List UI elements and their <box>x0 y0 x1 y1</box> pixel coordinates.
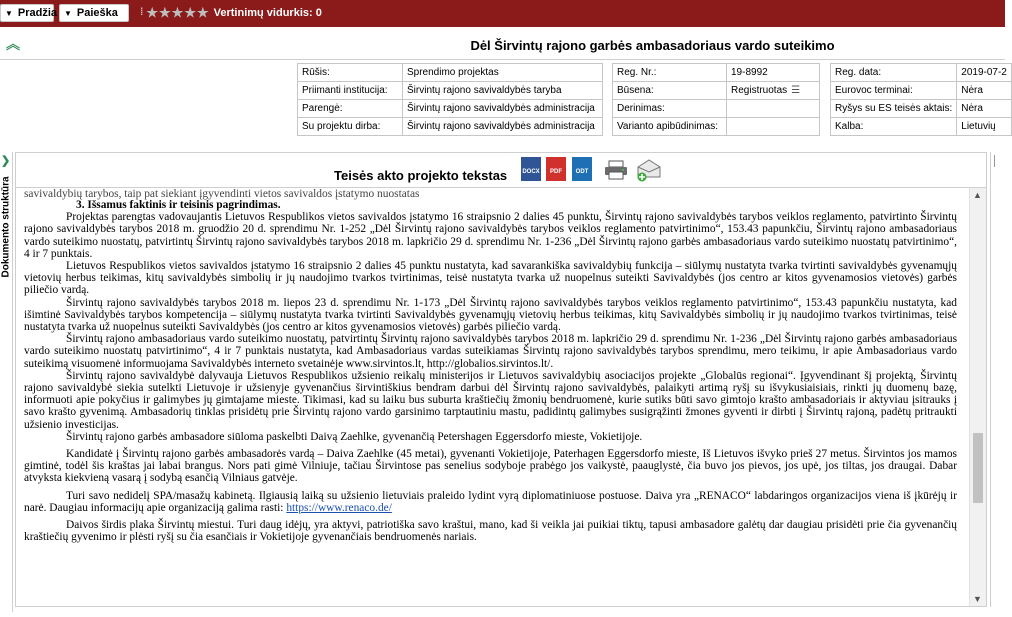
table-row <box>298 64 603 82</box>
info-table-middle <box>612 63 820 136</box>
info-label: Parengė: <box>298 100 403 118</box>
table-row <box>613 64 820 82</box>
star-icon[interactable]: ★ <box>171 5 184 20</box>
star-icon[interactable]: ★ <box>146 5 158 20</box>
print-icon[interactable] <box>604 160 628 180</box>
document-title-bar <box>0 33 1005 60</box>
info-label: Būsena: <box>613 82 727 100</box>
info-value: Nėra <box>957 82 1012 100</box>
page-title: Dėl Širvintų rajono garbės ambasadoriaus vardo suteikimo <box>470 38 835 53</box>
table-row <box>298 82 603 100</box>
search-label: Paieška <box>76 7 118 19</box>
info-value: Lietuvių <box>957 118 1012 136</box>
info-value <box>727 118 820 136</box>
clipped-text-line: savivaldybių tarybos, taip pat siekiant įgyvendinti vietos savivaldos įstatymo nuostatas <box>24 188 420 200</box>
table-row <box>831 100 1012 118</box>
table-row <box>831 64 1012 82</box>
scroll-down-icon[interactable]: ▼ <box>973 594 982 604</box>
table-row <box>831 118 1012 136</box>
scroll-up-icon[interactable]: ▲ <box>973 190 982 200</box>
right-collapsed-panel[interactable] <box>990 152 1006 607</box>
search-button[interactable] <box>59 4 129 22</box>
paragraph: Širvintų rajono ambasadoriaus vardo suteikimo nuostatų, patvirtintų Širvintų rajono savivaldybės tarybos 2018 m. lapkričio 29 d. sprendimu Nr. 1-236 „Dėl Širvintų rajono garbės ambasadoriaus vardo suteikimo nuostatų patvirtinimo“, 4 ir 7 punktais nustatyta, kad Ambasadoriaus vardas suteikiamas Širvintų rajono savivaldybės tarybos sprendimu, mero teikimu, ir apie Ambasadoriaus vardo suteikimą visuomenė informuojama Savivaldybės interneto svetainėje www.sirvintos.lt, http://globalios.sirvintos.lt/. <box>24 333 957 370</box>
info-value <box>727 100 820 118</box>
panel-header <box>16 153 986 188</box>
info-label: Varianto apibūdinimas: <box>613 118 727 136</box>
table-row <box>613 82 820 100</box>
table-row <box>298 100 603 118</box>
status-text: Registruotas <box>731 85 788 96</box>
paragraph: Širvintų rajono garbės ambasadore siūloma paskelbti Daivą Zaehlke, gyvenančią Petershagen Eggersdorfo mieste, Vokietijoje. <box>66 430 643 443</box>
star-icon[interactable]: ★ <box>196 5 209 20</box>
panel-edge-icon <box>994 155 1003 167</box>
info-value: 2019-07-2 <box>957 64 1012 82</box>
info-label: Eurovoc terminai: <box>831 82 957 100</box>
panel-title: Teisės akto projekto tekstas <box>334 168 508 183</box>
info-label: Reg. data: <box>831 64 957 82</box>
table-row <box>298 118 603 136</box>
info-label: Su projektu dirba: <box>298 118 403 136</box>
docx-download-icon[interactable]: DOCX <box>521 157 541 181</box>
collapse-up-icon[interactable]: ︽ <box>6 36 20 52</box>
document-structure-sidebar[interactable] <box>0 152 13 612</box>
info-table-left <box>297 63 603 136</box>
chevron-down-icon: ▼ <box>64 8 72 18</box>
top-toolbar <box>0 0 1005 27</box>
info-value: Širvintų rajono savivaldybės administracija <box>403 118 603 136</box>
section-heading: 3. Išsamus faktinis ir teisinis pagrindimas. <box>76 199 281 211</box>
table-row <box>831 82 1012 100</box>
table-row <box>613 118 820 136</box>
paragraph: Širvintų rajono savivaldybė dalyvauja Lietuvos Respublikos užsienio reikalų ministerijos ir Lietuvos savivaldybių asociacijos projekte „Globalūs regionai“. Įgyvendinant šį projektą, Širvintų rajono savivaldybė siekia sutelkti Lietuvoje ir užsienyje gyvenančius širvintiškius bendram darbui dėl Širvintų rajono savivaldybės, palaikyti artimą ryšį su išvykusiaisiais, rinkti jų duomenų bazę, informuoti apie pokyčius ir galimybes jų gimtajame mieste. Tikimasi, kad su laiku bus suburta kraštiečių žmonių bendruomenė, kurie sutiks būti savo gimtojo krašto ambasadoriais ir aktyviau įsitrauks į savo krašto gyvenimą. Ambasadorių tinklas prisidėtų prie Širvintų rajono vardo garsinimo tarptautiniu mastu, padidintų galimybes susigrąžinti žmones gyventi ir dirbti į Širvintų rajoną, padėtų pritraukti užsienio investicijas. <box>24 369 957 431</box>
chevron-down-icon: ▼ <box>5 8 13 18</box>
info-value: Širvintų rajono savivaldybės taryba <box>403 82 603 100</box>
paragraph-text: Turi savo nedidelį SPA/masažų kabinetą. Ilgiausią laiką su užsienio lietuviais praleido lydint vyrą diplomatiniuose postuose. Daiva yra „RENACO“ labdaringos organizacijos viena iš įkūrėjų ir narė. Daugiau informacijų apie organizaciją galima rasti: <box>24 489 957 514</box>
document-content <box>24 188 957 543</box>
info-table-right <box>830 63 1012 136</box>
info-label: Ryšys su ES teisės aktais: <box>831 100 957 118</box>
paragraph: Kandidatė į Širvintų rajono garbės ambasadorės vardą – Daiva Zaehlke (45 metai), gyvenanti Vokietijoje, Paterhagen Eggersdorfo mieste, Iš Lietuvos išvyko prieš 27 metus. Širvintos jos mamos gimtinė, todėl šis kraštas jai labai brangus. Nors pati gimė Vilniuje, tačiau Širvintose pas senelius sodyboje prabėgo jos vaikystė, paauglystė, čia buvo jos pievos, jos upė, jos tiltas, jos draugai. Dabar atvyksta kiekvieną vasarą į sodybą esančią Vilniaus gatvėje. <box>24 448 957 485</box>
info-label: Reg. Nr.: <box>613 64 727 82</box>
rating-average: Vertinimų vidurkis: 0 <box>213 6 322 19</box>
table-row <box>613 100 820 118</box>
rating-widget <box>140 6 322 19</box>
info-label: Rūšis: <box>298 64 403 82</box>
paragraph: Lietuvos Respublikos vietos savivaldos įstatymo 16 straipsnio 2 dalies 45 punktu nustatyta, kad savarankiška savivaldybių funkcija – siūlymų nustatyta tvarka tvirtinti savivaldybės gyvenamųjų vietovių herbus teikimas, kitų savivaldybės simbolių ir jų naudojimo tvarkos tvirtinimas, teisė nustatyta tvarka už nuopelnus suteikti Savivaldybės (jos centro ar kitos gyvenamosios vietovės) garbės piliečio vardą. <box>24 260 957 297</box>
home-label: Pradžia <box>17 7 58 19</box>
document-scroll-area[interactable] <box>16 188 986 606</box>
expand-right-icon[interactable]: ❯ <box>1 155 11 167</box>
info-value: Nėra <box>957 100 1012 118</box>
list-icon[interactable]: ☰ <box>791 85 801 96</box>
scrollbar-thumb[interactable] <box>973 433 983 503</box>
odt-download-icon[interactable]: ODT <box>572 157 592 181</box>
home-button[interactable] <box>0 4 58 22</box>
document-text-panel <box>15 152 987 607</box>
info-label: Priimanti institucija: <box>298 82 403 100</box>
pdf-download-icon[interactable]: PDF <box>546 157 566 181</box>
vertical-scrollbar[interactable] <box>969 188 986 606</box>
email-icon[interactable] <box>636 157 662 183</box>
sidebar-label: Dokumento struktūra <box>0 176 12 278</box>
info-label: Kalba: <box>831 118 957 136</box>
info-value: 19-8992 <box>727 64 820 82</box>
paragraph: Projektas parengtas vadovaujantis Lietuvos Respublikos vietos savivaldos įstatymo 16 straipsnio 2 dalies 45 punktu, Širvintų rajono savivaldybės tarybos veiklos reglamento, patvirtinto Širvintų rajono savivaldybės tarybos 2018 m. gruodžio 20 d. sprendimu Nr. 1-252 „Dėl Širvintų rajono savivaldybės tarybos veiklos reglamento patvirtinimo“, 153.43 papunkčiu, Širvintų rajono ambasadoriaus vardo suteikimo nuostatų, patvirtintų Širvintų rajono savivaldybės tarybos 2018 m. lapkričio 29 d. sprendimu Nr. 1-236 „Dėl Širvintų rajono garbės ambasadoriaus vardo suteikimo nuostatų patvirtinimo“, 4 ir 7 punktais. <box>24 211 957 260</box>
grip-icon: ⁞ <box>140 7 143 18</box>
paragraph-with-link <box>24 490 957 514</box>
star-icon[interactable]: ★ <box>184 5 196 20</box>
status-value <box>727 82 820 100</box>
info-label: Derinimas: <box>613 100 727 118</box>
renaco-link[interactable]: https://www.renaco.de/ <box>286 501 392 514</box>
info-value: Sprendimo projektas <box>403 64 603 82</box>
star-icon[interactable]: ★ <box>159 5 171 20</box>
paragraph: Širvintų rajono savivaldybės tarybos 2018 m. liepos 23 d. sprendimu Nr. 1-173 „Dėl Širvintų rajono savivaldybės tarybos veiklos reglamento patvirtinimo“, 153.43 papunkčiu nustatyta, kad išimtinė Savivaldybės tarybos kompetencija – siūlymų nustatyta tvarka tvirtinti Savivaldybės gyvenamųjų vietovių herbus teikimas, kitų Savivaldybės simbolių ir jų naudojimo tvarkos tvirtinimas, teisė nustatyta tvarka už nuopelnus suteikti Savivaldybės (jos centro ar kitos gyvenamosios vietovės) garbės piliečio vardą. <box>24 296 957 334</box>
paragraph: Daivos širdis plaka Širvintų miestui. Turi daug idėjų, yra aktyvi, patriotiška savo kraštui, mano, kad ši veikla jai puikiai tiktų, tapusi ambasadore galėtų dar daugiau prisidėti prie čia gyvenančių kraštiečių gyvenimo ir plėsti ryšį su čia esančiais ir Vokietijoje gyvenančiais bendruomenės nariais. <box>24 519 957 544</box>
info-value: Širvintų rajono savivaldybės administracija <box>403 100 603 118</box>
